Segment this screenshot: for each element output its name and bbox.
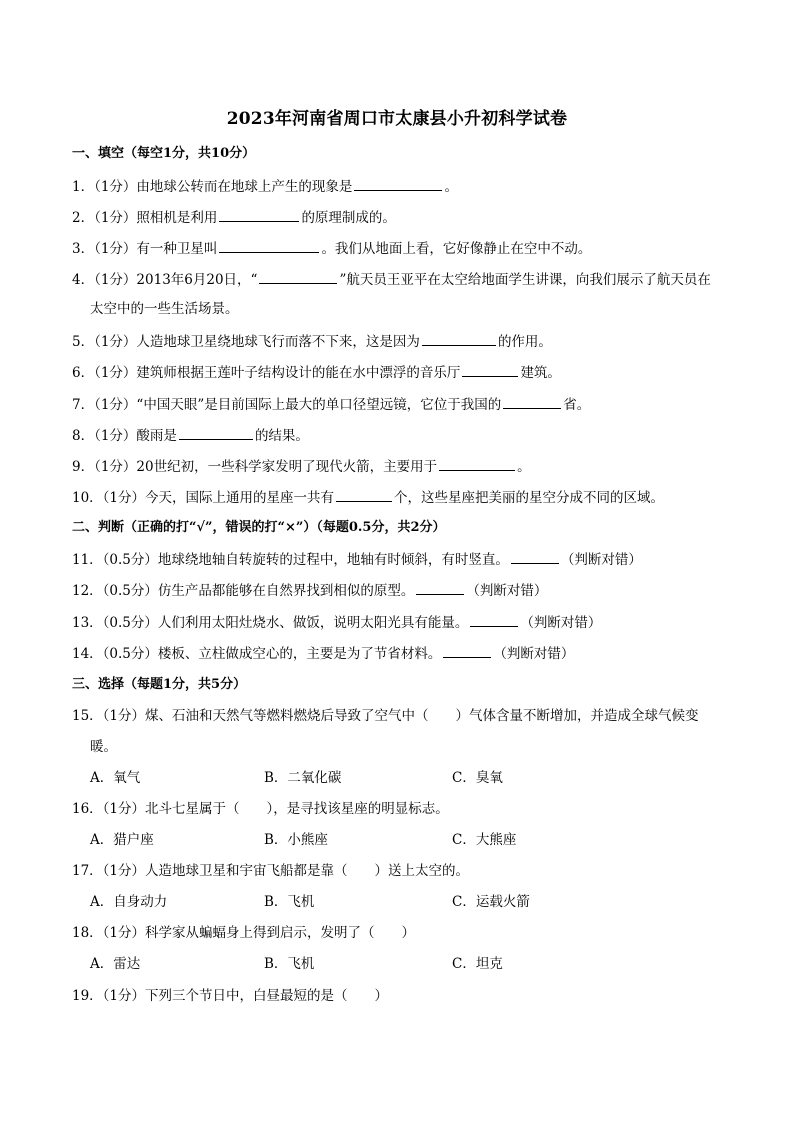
question-3 [72, 238, 732, 259]
question-text: 9．（1分）20世纪初，一些科学家发明了现代火箭，主要用于 [72, 459, 438, 475]
question-15-continued: 暖。 [90, 739, 117, 755]
question-text: 14．（0.5分）楼板、立柱做成空心的，主要是为了节省材料。 [72, 646, 442, 662]
option-a[interactable]: A．自身动力 [90, 894, 168, 910]
option-a[interactable]: A．猎户座 [90, 832, 154, 848]
question-9 [72, 456, 732, 477]
option-c[interactable]: C．坦克 [452, 956, 503, 972]
question-4-continued: 太空中的一些生活场景。 [90, 301, 239, 317]
question-text: 5．（1分）人造地球卫星绕地球飞行而落不下来，这是因为 [72, 334, 420, 350]
question-text: 11．（0.5分）地球绕地轴自转旋转的过程中，地轴有时倾斜，有时竖直。 [72, 552, 509, 568]
answer-blank[interactable] [470, 612, 518, 627]
question-15: 15．（1分）煤、石油和天然气等燃料燃烧后导致了空气中（ ）气体含量不断增加，并造成全球气候变 [72, 708, 699, 724]
question-text: （判断对错） [560, 552, 642, 568]
question-text: 。我们从地面上看，它好像静止在空中不动。 [321, 241, 592, 257]
question-text: 的结果。 [254, 428, 309, 444]
option-c[interactable]: C．大熊座 [452, 832, 517, 848]
section-choice: 三、选择（每题1分，共5分） [72, 677, 247, 692]
section-fill-blank: 一、填空（每空1分，共10分） [72, 146, 256, 161]
question-text: 的原理制成的。 [301, 210, 396, 226]
answer-blank[interactable] [511, 549, 559, 564]
question-text: 7．（1分）“中国天眼”是目前国际上最大的单口径望远镜，它位于我国的 [72, 397, 502, 413]
question-8 [72, 425, 732, 446]
question-14 [72, 643, 732, 664]
question-text: 12．（0.5分）仿生产品都能够在自然界找到相似的原型。 [72, 583, 415, 599]
question-7 [72, 394, 732, 415]
answer-blank[interactable] [416, 580, 464, 595]
option-b[interactable]: B．飞机 [264, 956, 315, 972]
question-text: 建筑。 [520, 365, 561, 381]
option-a[interactable]: A．雷达 [90, 956, 141, 972]
option-b[interactable]: B．二氧化碳 [264, 770, 342, 786]
answer-blank[interactable] [354, 176, 442, 191]
question-text: 个，这些星座把美丽的星空分成不同的区域。 [394, 490, 665, 506]
question-text: 10．（1分）今天，国际上通用的星座一共有 [72, 490, 335, 506]
question-text: （判断对错） [520, 615, 602, 631]
option-b[interactable]: B．飞机 [264, 894, 315, 910]
question-16: 16．（1分）北斗七星属于（ ），是寻找该星座的明显标志。 [72, 801, 449, 817]
question-4 [72, 269, 732, 290]
question-text: 2．（1分）照相机是利用 [72, 210, 218, 226]
option-c[interactable]: C．臭氧 [452, 770, 503, 786]
question-2 [72, 207, 732, 228]
answer-blank[interactable] [179, 425, 253, 440]
answer-blank[interactable] [336, 487, 392, 502]
question-17: 17．（1分）人造地球卫星和宇宙飞船都是靠（ ）送上太空的。 [72, 863, 470, 879]
question-text: 1．（1分）由地球公转而在地球上产生的现象是 [72, 179, 353, 195]
question-10 [72, 487, 732, 508]
question-text: 3．（1分）有一种卫星叫 [72, 241, 218, 257]
question-text: 。 [517, 459, 531, 475]
question-18: 18．（1分）科学家从蝙蝠身上得到启示，发明了（ ） [72, 925, 416, 941]
question-text: ”航天员王亚平在太空给地面学生讲课，向我们展示了航天员在 [339, 272, 711, 288]
option-a[interactable]: A．氧气 [90, 770, 141, 786]
answer-blank[interactable] [219, 238, 319, 253]
question-text: 。 [444, 179, 458, 195]
question-13 [72, 612, 732, 633]
question-text: 4．（1分）2013年6月20日，“ [72, 272, 258, 288]
question-text: 的作用。 [497, 334, 552, 350]
answer-blank[interactable] [443, 643, 491, 658]
answer-blank[interactable] [219, 207, 299, 222]
question-11 [72, 549, 732, 570]
question-12 [72, 580, 732, 601]
answer-blank[interactable] [462, 362, 518, 377]
answer-blank[interactable] [439, 456, 515, 471]
question-text: （判断对错） [466, 583, 548, 599]
question-19: 19．（1分）下列三个节日中，白昼最短的是（ ） [72, 988, 389, 1004]
question-text: 省。 [563, 397, 591, 413]
question-text: （判断对错） [493, 646, 575, 662]
question-text: 6．（1分）建筑师根据王莲叶子结构设计的能在水中漂浮的音乐厅 [72, 365, 461, 381]
option-c[interactable]: C．运载火箭 [452, 894, 530, 910]
answer-blank[interactable] [503, 394, 561, 409]
question-text: 13．（0.5分）人们利用太阳灶烧水、做饭，说明太阳光具有能量。 [72, 615, 469, 631]
page-title: 2023年河南省周口市太康县小升初科学试卷 [226, 109, 568, 129]
answer-blank[interactable] [422, 331, 496, 346]
question-5 [72, 331, 732, 352]
question-text: 8．（1分）酸雨是 [72, 428, 177, 444]
section-true-false: 二、判断（正确的打“√”，错误的打“×”）（每题0.5分，共2分） [72, 520, 446, 535]
question-1 [72, 176, 732, 197]
option-b[interactable]: B．小熊座 [264, 832, 328, 848]
answer-blank[interactable] [259, 269, 337, 284]
question-6 [72, 362, 732, 383]
